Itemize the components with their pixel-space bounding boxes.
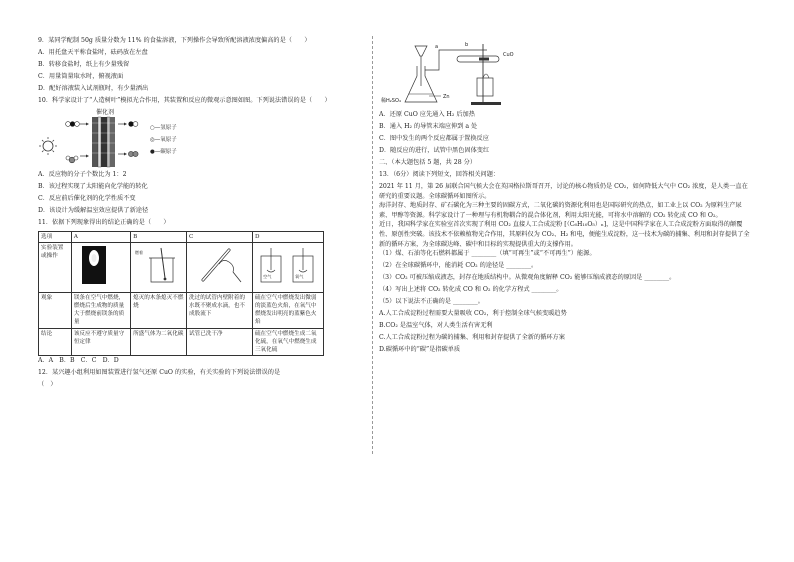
q9-option-c: C．用量筒量取水时，俯视液面	[38, 73, 124, 80]
atom-legend	[150, 123, 177, 155]
q13-paragraph-2: 海洋封存、地质封存、矿石碳化为三种主要的固碳方式，二氧化碳的资源化利用也是国际研究的热点，如工业上以 CO₂ 为原料生产尿素、甲醇等资源。科学家设计了一种理与有机物耦合的混合体化剂，利用太阳光能，可将水中溶解的 CO₂ 转化成 CO 和 O₂。	[379, 202, 742, 219]
q10-stem: 10．科学家设计了“人造树叶”模拟光合作用，其装置和反应的微观示意图如图。下列说法错误的是（ ）	[38, 97, 331, 104]
q11-header-d: D	[252, 232, 323, 243]
column-divider	[372, 36, 373, 454]
product-molecules	[118, 121, 138, 156]
q13-sub-4: （4）写出上述将 CO₂ 转化成 CO 和 O₂ 的化学方程式 ________。	[379, 286, 563, 294]
q13-option-d: D.碳循环中的“碳”是指碳单质	[379, 346, 461, 354]
q12-option-c: C．图中发生的两个反应都属于置换反应	[379, 135, 489, 142]
q11-cell-a-conclusion: 该反应不遵守质量守恒定律	[71, 328, 130, 355]
q9-option-b: B．转移食盐时，纸上有少量残留	[38, 61, 130, 68]
q11-table	[38, 231, 324, 356]
q11-row-label-setup: 实验装置或操作	[39, 243, 72, 293]
q11-row-label-observation: 观象	[39, 293, 72, 328]
q11-cell-c-observation: 洗过的试管内壁附着的水既不聚成水滴，也不成股流下	[187, 293, 253, 328]
q10-option-b: B．该过程实现了太阳能向化学能的转化	[38, 183, 148, 190]
label-zn: Zn	[443, 94, 450, 100]
legend-hydrogen: ○—氢原子	[150, 125, 177, 131]
left-column	[38, 36, 366, 392]
q11-cell-c-conclusion: 试管已洗干净	[187, 328, 253, 355]
water-molecules	[66, 155, 89, 163]
q13-option-c: C.人工合成淀粉过程为碳的捕集、利用和封存提供了全新的循环方案	[379, 334, 565, 342]
q13-paragraph-1: 2021 年 11 月，第 26 届联合国气候大会在英国格拉斯哥召开，讨论的核心物质仍是 CO₂，如何降低大气中 CO₂ 浓度，是人类一直在研究的重要议题。全球碳循环如图所示。	[379, 183, 748, 200]
label-acid: 稀H₂SO₄	[381, 98, 401, 104]
q11-cell-b-setup	[131, 243, 187, 293]
q11-row-label-conclusion: 结论	[39, 328, 72, 355]
q11-cell-b-observation: 熄灭的木条熄灭不燃烧	[131, 293, 187, 328]
q13-paragraph-3: 近日，我国科学家在实验室首次实现了利用 CO₂ 直接人工合成淀粉 [（C₆H₁₀O₅）ₙ]，这是中国科学家在人工合成淀粉方面取得的颠覆性、原创性突破。该技术不依赖植物光合作用，其原料仅为 CO₂、H₂ 和电，便能生成淀粉，这一技术为碳的捕集、利用和封存提供了全新的循环方案，为全球碳达峰、碳中和目标的实现提供重大的支撑作用。	[379, 221, 750, 248]
q13-sub-1: （1）煤、石油等化石燃料都属于 ________（填“可再生”或“不可再生”）能源。	[379, 250, 596, 258]
q10-option-a: A．反应物的分子个数比为 1：2	[38, 171, 127, 178]
co2-molecules	[66, 121, 89, 126]
q11-b-splint-label: 燃着	[135, 250, 144, 256]
q11-d-oxygen-label: 氧气	[294, 274, 304, 280]
sulfur-burning-jars-diagram	[255, 244, 321, 286]
artificial-leaf-diagram	[38, 108, 238, 170]
hydrogen-reduction-apparatus	[379, 36, 751, 110]
q11-header-a: A	[71, 232, 130, 243]
q11-header-c: C	[187, 232, 253, 243]
q11-cell-b-conclusion: 所盛气体为二氧化碳	[131, 328, 187, 355]
right-column	[379, 36, 751, 357]
q11-header-b: B	[131, 232, 187, 243]
label-cuo: CuO	[503, 52, 514, 58]
q10-option-d: D．该设计为缓解温室效应提供了新途径	[38, 207, 149, 214]
gas-jar-splint-diagram	[133, 244, 183, 286]
q12-option-d: D．随反应的进行，试管中黑色固体变红	[379, 147, 490, 154]
q12-option-b: B．通入 H₂ 的导管末端应伸到 a 处	[379, 123, 478, 130]
q12-stem: 12．某兴趣小组利用如图装置进行氢气还原 CuO 的实验，有关实验的下列说法错误的是	[38, 368, 281, 376]
q11-cell-c-setup	[187, 243, 253, 293]
catalyst-label: 催化剂	[96, 109, 115, 116]
q13-option-a: A.人工合成淀粉过程需要大量吸收 CO₂，利于控制全球气候变暖趋势	[379, 310, 567, 318]
q11-header-option: 选项	[39, 232, 72, 243]
q13-option-b: B.CO₂ 是温室气体，对人类生活有害无利	[379, 322, 493, 330]
q9-option-a: A．用托盘天平称食盐时，砝码放在左盘	[38, 49, 148, 56]
q9-stem: 9．某同学配制 50g 质量分数为 11% 的食盐溶液，下列操作会导致所配溶液浓度偏高的是（ ）	[38, 37, 311, 44]
q11-cell-a-setup	[71, 243, 130, 293]
q13-sub-3: （3）CO₂ 可被压缩成液态，封存在地质结构中。从微观角度解释 CO₂ 能够压缩成液态的原因是 ________。	[379, 274, 676, 282]
q10-figure	[38, 108, 366, 170]
q12-option-a: A．还原 CuO 应先通入 H₂ 后加热	[379, 111, 475, 118]
legend-carbon: ●—碳原子	[150, 149, 177, 155]
section-two-heading: 二、（本大题包括 5 题，共 28 分）	[379, 159, 477, 166]
q11-d-air-label: 空气	[262, 274, 272, 280]
q13-sub-5: （5）以下说法不正确的是 ________。	[379, 298, 484, 306]
label-b: b	[465, 42, 469, 48]
q13-stem: 13．（6分）阅读下列短文，回答相关问题：	[379, 171, 500, 178]
q11-cell-d-observation: 硫在空气中燃烧发出微弱的淡蓝色火焰，在氧气中燃烧发出明亮的蓝紫色火焰	[252, 293, 323, 328]
q9-option-d: D．配好溶液装入试剂瓶时，有少量洒出	[38, 85, 149, 92]
q11-cell-a-observation: 镁条在空气中燃烧，燃烧后生成物的质量大于燃烧前镁条的质量	[71, 293, 130, 328]
q11-cell-d-conclusion: 硫在空气中燃烧生成二氧化硫，在氧气中燃烧生成三氧化硫	[252, 328, 323, 355]
apparatus-diagram	[379, 36, 529, 110]
q11-stem: 11．依据下列现象得出的结论正确的是（ ）	[38, 219, 170, 226]
burning-magnesium-photo	[74, 244, 114, 286]
sun-icon	[39, 137, 57, 155]
q11-cell-d-setup	[252, 243, 323, 293]
q10-option-c: C．反应前后催化剂的化学性质不变	[38, 195, 136, 202]
q12-paren: （ ）	[38, 380, 57, 388]
catalyst-panel	[92, 117, 115, 167]
test-tube-washing-diagram	[189, 244, 249, 286]
legend-oxygen: ◎—氧原子	[150, 137, 177, 143]
q11-options: A．A B．B C．C D．D	[38, 356, 119, 364]
label-a: a	[435, 44, 439, 50]
q13-sub-2: （2）在全球碳循环中，能消耗 CO₂ 的途径是 ________。	[379, 262, 538, 270]
